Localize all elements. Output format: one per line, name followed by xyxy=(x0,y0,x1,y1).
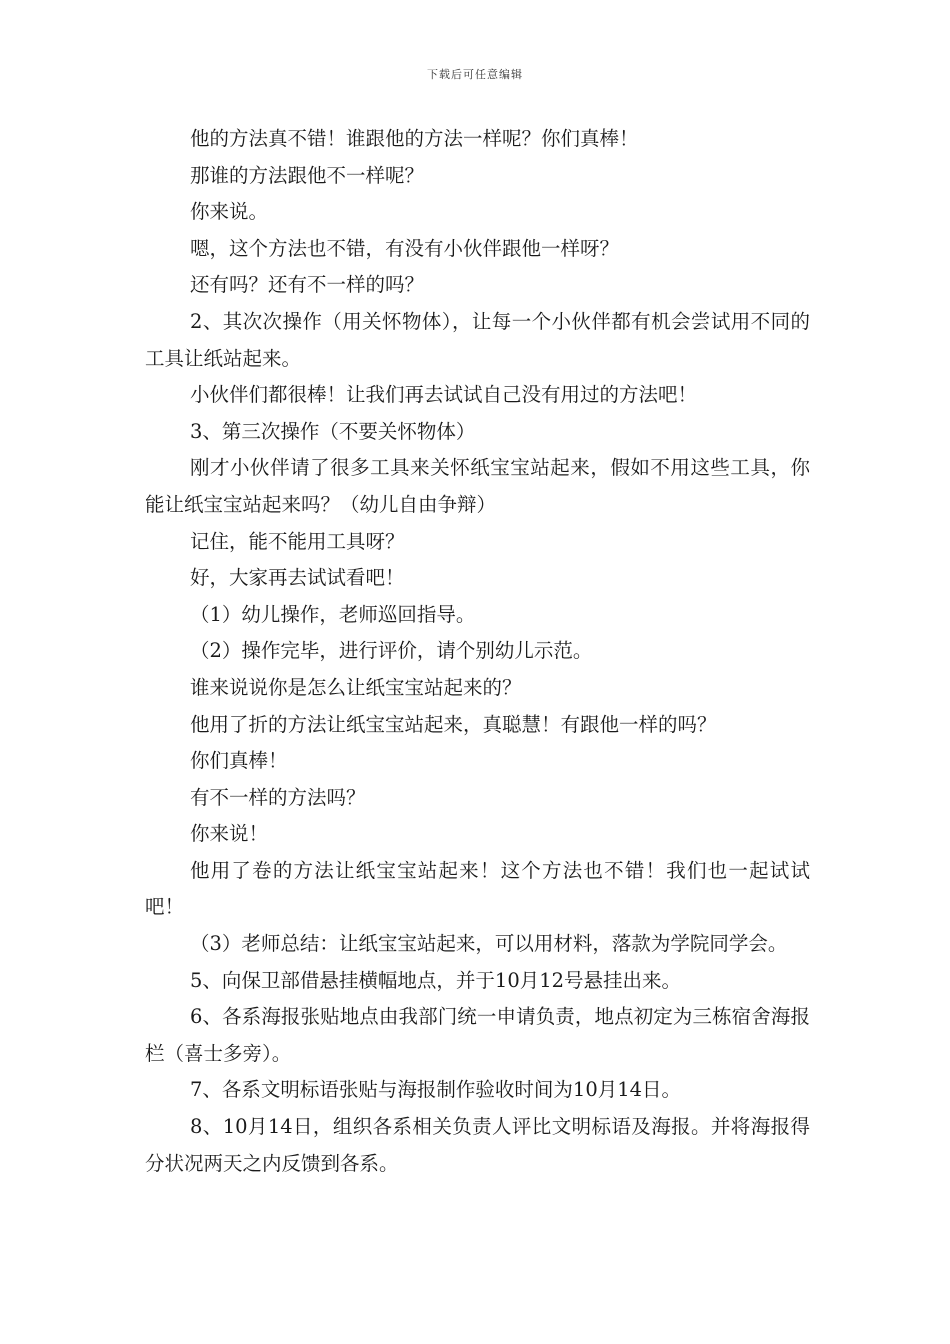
paragraph: 3、第三次操作（不要关怀物体） xyxy=(190,419,476,443)
paragraph: 好，大家再去试试看吧！ xyxy=(190,566,405,590)
paragraph: 你来说。 xyxy=(190,200,269,224)
paragraph: 7、各系文明标语张贴与海报制作验收时间为10月14日。 xyxy=(190,1078,682,1102)
paragraph: 他用了折的方法让纸宝宝站起来，真聪慧！有跟他一样的吗？ xyxy=(190,712,717,736)
paragraph: （2）操作完毕，进行评价，请个别幼儿示范。 xyxy=(190,639,593,663)
paragraph: 记住，能不能用工具呀？ xyxy=(190,529,405,553)
paragraph: 嗯，这个方法也不错，有没有小伙伴跟他一样呀？ xyxy=(190,236,620,260)
paragraph: 还有吗？还有不一样的吗？ xyxy=(190,273,425,297)
paragraph: 你们真棒！ xyxy=(190,749,288,773)
paragraph: 谁来说说你是怎么让纸宝宝站起来的？ xyxy=(190,675,522,699)
paragraph: （1）幼儿操作，老师巡回指导。 xyxy=(190,602,476,626)
document-body xyxy=(145,121,810,1182)
page-header: 下载后可任意编辑 xyxy=(427,68,523,81)
paragraph: 5、向保卫部借悬挂横幅地点，并于10月12号悬挂出来。 xyxy=(190,968,682,992)
paragraph: 他用了卷的方法让纸宝宝站起来！这个方法也不错！我们也一起试试吧！ xyxy=(145,858,810,919)
paragraph: 8、10月14日，组织各系相关负责人评比文明标语及海报。并将海报得分状况两天之内反馈到各系。 xyxy=(145,1115,810,1175)
paragraph: （3）老师总结：让纸宝宝站起来，可以用材料，落款为学院同学会。 xyxy=(190,932,788,956)
paragraph: 他的方法真不错！谁跟他的方法一样呢？你们真棒！ xyxy=(190,127,639,150)
paragraph: 那谁的方法跟他不一样呢？ xyxy=(190,163,425,187)
paragraph: 2、其次次操作（用关怀物体），让每一个小伙伴都有机会尝试用不同的工具让纸站起来。 xyxy=(145,309,810,370)
paragraph: 你来说！ xyxy=(190,822,269,846)
paragraph: 小伙伴们都很棒！让我们再去试试自己没有用过的方法吧！ xyxy=(190,383,698,407)
paragraph: 6、各系海报张贴地点由我部门统一申请负责，地点初定为三栋宿舍海报栏（喜士多旁）。 xyxy=(145,1005,810,1065)
paragraph: 有不一样的方法吗？ xyxy=(190,785,366,809)
paragraph: 刚才小伙伴请了很多工具来关怀纸宝宝站起来，假如不用这些工具，你能让纸宝宝站起来吗？（幼儿自由争辩） xyxy=(145,456,810,516)
